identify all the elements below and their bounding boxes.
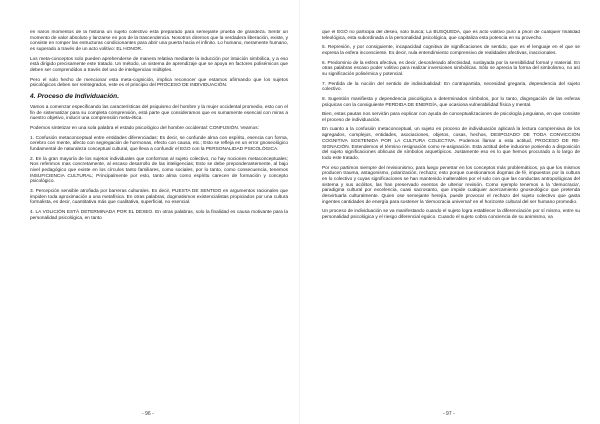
paragraph: en naros momentos de la historia un sujeto colectivo esta preparado para semejante prueba de grandeza. Sentir un momento de valor absoluto y lanzarse en pos de la trascendencia. Nosotros diremos que la verdadera liberación, existe, y consiste en romper las estructuras condicionantes para abrir una puerta hacia el infinito. Lo humano, meramente humano, es superado a través de un acto volitivo: EL HONOR. [30,30,288,53]
paragraph: Podemos sintetizar en una sola palabra el estado psicológico del hombre occidental: CONFUSIÓN. Veamos: [30,126,259,132]
paragraph: Por eso partimos siempre del revisionismo, para luego penetrar en los conceptos más problemáticos, ya que los mismos producen trauma, antagonismo, polarización, rechazo; esto porque cuestionamos dogmas de fé, impuestos por la cultura en lo colectivo y cuyas significaciones se han mantenido inalterables por el solo con que las conductas antropológicas del sistema y sus acólitos, las han preservado exentos de ulterior revisión. Como ejemplo tenemos a la 'democracia', paradigma cultural por excelencia, cuasi sacrosanto, que impide cualquier acercamiento gnoseológico que pretenda desvirtuarla culturalmente. Quien ose semejante herejía, puede provocar el rechazo del sujeto colectivo que gasta ingentes cantidades de energía para sostener la 'democracia universal' en el horizonte cultural del ser humano promedio. [322,165,580,205]
paragraph: En cuanto a la confusión metaconceptual, un sujeto en proceso de individuación aplicará la lectura comprensiva de los agregados, complejos, entidades, asociaciones, objetos, cosas, hechos, DESPOJADO DE TODA CONVICCIÓN COGNITIVA SOSTENIDA POR LA CULTURA COLECTIVA. Podemos llamar a esta actitud, PROCESO DE RE-SIGNACIÓN. Entendemos el término resignación como re-asignación. Esta actitud debe inducirse poniendo a disposición del sujeto significaciones oblicuas de símbolos arquetípicos. Justamente eso es lo que hemos procurado a lo largo de todo este tratado. [322,127,580,161]
list-item: 1. Confusión metaconceptual entre entidades diferenciadas: Es decir, se confunde alma con espíritu, esencia con forma, cerebro con mente, afecto con segregación de hormonas, efecto con causa, etc.; Esto se refleja en un error gnoseológico fundamental de naturaleza conceptual cultural, que lleva a confundir el EGO con la PERSONALIDAD PSICOLÓGICA. [30,135,288,153]
list-item: 4. LA VOLICIÓN ESTÁ DETERMINADA POR EL DESEO. En otras palabras, solo la finalidad es causa motivante para la personalidad psicológica, en tanto [30,210,288,221]
list-item: 6. Predominio de la esfera afectiva, es decir, desordenado afectividad, soslayada por la sensibilidad formal y material. En otras palabras escaso poder volitivo para realizar inversiones simbólicas. Sólo se aprecia la forma del simbolismo, no así su significación polisémica y potencial. [322,60,580,77]
paragraph: Pero el solo hecho de mencionar esta meta-cognición, implica reconocer que estamos afirmando que los sujetos psicológicos deben ser reintegrados, este es el principio del PROCESO DE INDIVIDUACIÓN. [30,77,288,89]
right-page [300,0,600,424]
list-item: 3. Percepción sensible atrofiada por barreras culturales. Es decir, PUESTA DE SENTIDO en argumentos racionales que impiden toda aproximación a una metafísica. En otras palabras, dogmatismos existencialistas propiciados por una cultura formalista, es decir, cuantitativa más que cualitativa, superficial, no esencial. [30,189,288,206]
right-text-column [322,30,580,406]
page-number: - 97 - [443,411,455,417]
paragraph: Un proceso de individuación se va manifestando cuando el sujeto logra establecer la diferenciación por sí mismo, entre su personalidad psicológica y el riesgo diferencial egoico. Cuando el sujeto cobra conciencia de su animismo, va [322,209,580,221]
paragraph: Vamos a comenzar especificando las características del psiquismo del hombre y la mujer occidental promedio, esto con el fin de sistematizar para su completa comprensión, está parte que consideramos que es sumamente esencial con miras a nuestro objetivo, inducir una comprensión meta-ética. [30,105,288,122]
paragraph: Los meta-conceptos solo pueden aprehenderse de manera relativa mediante la inducción por intuición simbólica, y a eso está dirigido precisamente este tratado. Un método, un sistema de aprendizaje que se apoya en factores polisémicos que deben ser comprendidos a través del uso de inteligencias múltiples. [30,56,288,74]
list-item: 7. Perdida de la noción del sentido de individualidad: En contrapartida, necesidad gregaria, dependencia del sujeto colectivo. [322,81,580,93]
list-item: 5. Represión, y por consiguiente, incapacidad cognitiva de significaciones de sentido, que es el lenguaje en el que se expresa la esfera inconsciente. Es decir, nula entendimiento comprensivo de realidades afectivas, inaccionales. [322,45,580,56]
list-item: 8. Sugestión manifiesta y dependencia psicológica a determinados símbolos, por lo tanto, disgregación de las esferas psíquicas con la consiguiente PERDIDA DE ENERGÍA, que ocasiona vulnerabilidad física y mental. [322,96,580,108]
paragraph: que el EGO no participa del deseo, solo busca; La BÚSQUEDA, que es acto volitivo puro a priori de cualquier finalidad teleológica, esta subordinada a la personalidad psicológica, que capitaliza esta potencia en su provecho. [322,30,580,41]
page-number: - 96 - [142,411,154,417]
left-text-column [30,30,288,406]
paragraph: Bien, estas pautas nos servirán para explicar con ayuda de conceptualizaciones de psicología junguiana, en que consiste el proceso de individuación. [322,112,580,123]
section-heading: 4. Proceso de Individuación. [30,93,120,101]
list-item: 2. En la gran mayoría de los sujetos individuales que conforman al sujeto colectivo, no hay nociones metaconceptuales; Nos referimos mas concretamente, al escaso desarrollo de las inteligencias; Esto se debe preponderantemente, al bajo nivel pedagógico que existe en los círculos tanto familiares, como sociales, por lo tanto, como consecuencia, tenemos INSUFICIENCIA CULTURAL; Principalmente por esto, tanto alma como espíritu carecen de formación y concepto psicológico. [30,156,288,185]
